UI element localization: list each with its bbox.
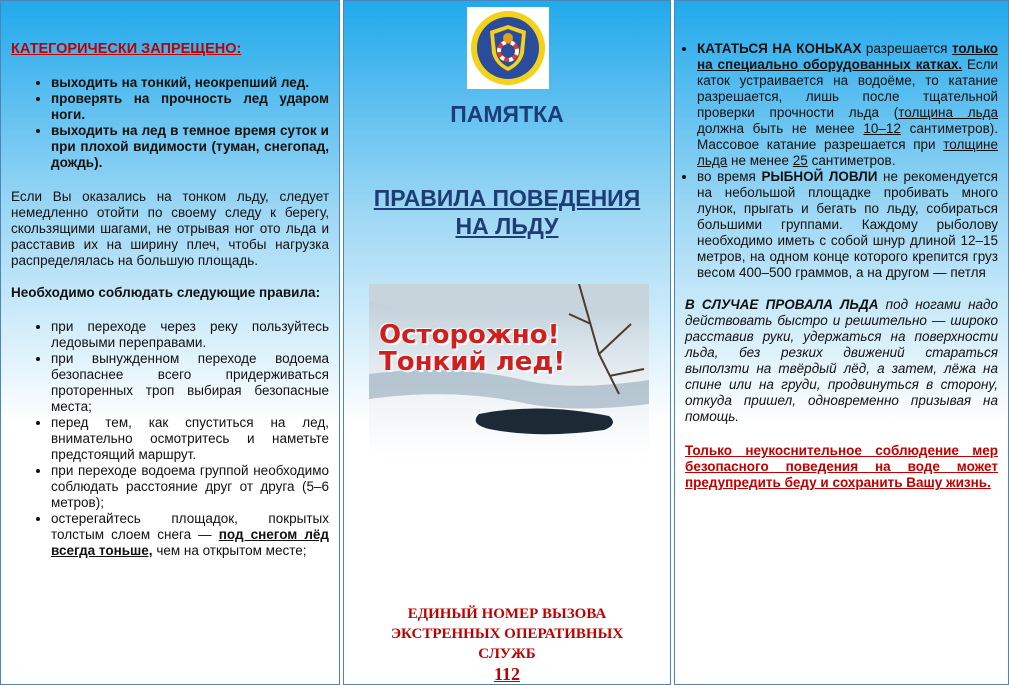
list-item — [697, 169, 998, 281]
forbidden-title: КАТЕГОРИЧЕСКИ ЗАПРЕЩЕНО: — [11, 41, 242, 57]
accident-paragraph — [685, 297, 998, 425]
list-item: • перед тем, как спуститься на лед, внимательно осмотритесь и наметьте предстоящий маршрут. — [51, 415, 329, 463]
forbidden-list — [11, 75, 329, 171]
middle-panel — [343, 0, 671, 685]
emblem-logo — [467, 7, 549, 89]
shield-icon — [467, 7, 549, 89]
rule-text: остерегайтесь площадок, покрытых толстым слоем снега — — [51, 511, 329, 542]
right-column — [685, 41, 998, 505]
thin-ice-photo — [369, 284, 649, 461]
text: не рекомендуется на небольшой площадке пробивать много лунок, прыгать и бегать по льду, собираться большими группами. Каждому рыболову необходимо иметь с собой шнур длиной 12–15 метров, на одном конце которого крепится груз весом 400–500 граммов, а на другом — петля — [697, 169, 998, 280]
list-item: • при переходе через реку пользуйтесь ледовыми переправами. — [51, 319, 329, 351]
list-item: • при вынужденном переходе водоема безопаснее всего придерживаться проторенных троп выбирая безопасные места; — [51, 351, 329, 415]
text: во время — [697, 169, 762, 184]
text: не менее — [727, 153, 793, 168]
list-item: • выходить на тонкий, неокрепший лед. — [51, 75, 329, 91]
list-item — [51, 511, 329, 559]
list-item — [697, 41, 998, 169]
text: разрешается — [861, 41, 952, 56]
list-item: • проверять на прочность лед ударом ноги. — [51, 91, 329, 123]
left-panel — [0, 0, 340, 685]
rules-list — [11, 319, 329, 559]
activities-list — [685, 41, 998, 281]
warning-caption — [379, 322, 565, 376]
thin-ice-paragraph: Если Вы оказались на тонком льду, следует немедленно отойти по своему следу к берегу, скользящими шагами, не отрывая ног ото льда и расставив их на ширину плеч, чтобы нагрузка распределялась на большую площадь. — [11, 189, 329, 268]
page-subtitle: ПРАВИЛА ПОВЕДЕНИЯ НА ЛЬДУ — [373, 185, 641, 239]
text: под ногами надо действовать быстро и решительно — широко расставив руки, удержаться на поверхности льда, без резких движений стараться выползти на твёрдый лёд, а затем, лёжа на спине или на груди, продвинуться в сторону, откуда пришел, одновременно призывая на помощь. — [685, 297, 998, 424]
text: Если каток устраивается на водоёме, то катание разрешается, лишь после тщательной проверки прочности льда ( — [697, 57, 998, 120]
accident-heading: В СЛУЧАЕ ПРОВАЛА ЛЬДА — [685, 297, 879, 312]
skating-heading: КАТАТЬСЯ НА КОНЬКАХ — [697, 41, 862, 56]
right-panel — [674, 0, 1009, 685]
list-item: • при переходе водоема группой необходимо соблюдать расстояние друг от друга (5–6 метров); — [51, 463, 329, 511]
final-warning: Только неукоснительное соблюдение мер безопасного поведения на воде может предупредить беду и сохранить Вашу жизнь. — [685, 443, 998, 490]
text: сантиметров. — [807, 153, 896, 168]
text: должна быть не менее — [697, 121, 864, 136]
rule-emphasis: под снегом лёд всегда тоньше, — [51, 527, 330, 558]
text: сантиметров). Массовое катание разрешается при — [697, 121, 998, 152]
emergency-number: 112 — [493, 664, 520, 684]
warning-line: Тонкий лед! — [379, 347, 566, 377]
rule-text: чем на открытом месте; — [152, 543, 307, 558]
text-underline: толщине льда — [697, 137, 998, 168]
text-emphasis: только на специально оборудованных катках. — [697, 41, 998, 72]
page-title: ПАМЯТКА — [450, 101, 564, 127]
text-underline: 25 — [792, 153, 808, 168]
text-underline: 10–12 — [863, 121, 901, 136]
emergency-text: ЕДИНЫЙ НОМЕР ВЫЗОВА ЭКСТРЕННЫХ ОПЕРАТИВНЫХ СЛУЖБ — [390, 606, 624, 662]
list-item: • выходить на лед в темное время суток и при плохой видимости (туман, снегопад, дождь). — [51, 123, 329, 171]
rules-title: Необходимо соблюдать следующие правила: — [11, 285, 321, 300]
fishing-heading: РЫБНОЙ ЛОВЛИ — [761, 169, 878, 184]
warning-line: Осторожно! — [379, 320, 560, 350]
left-column — [11, 41, 329, 559]
text-underline: толщина льда — [898, 105, 998, 120]
